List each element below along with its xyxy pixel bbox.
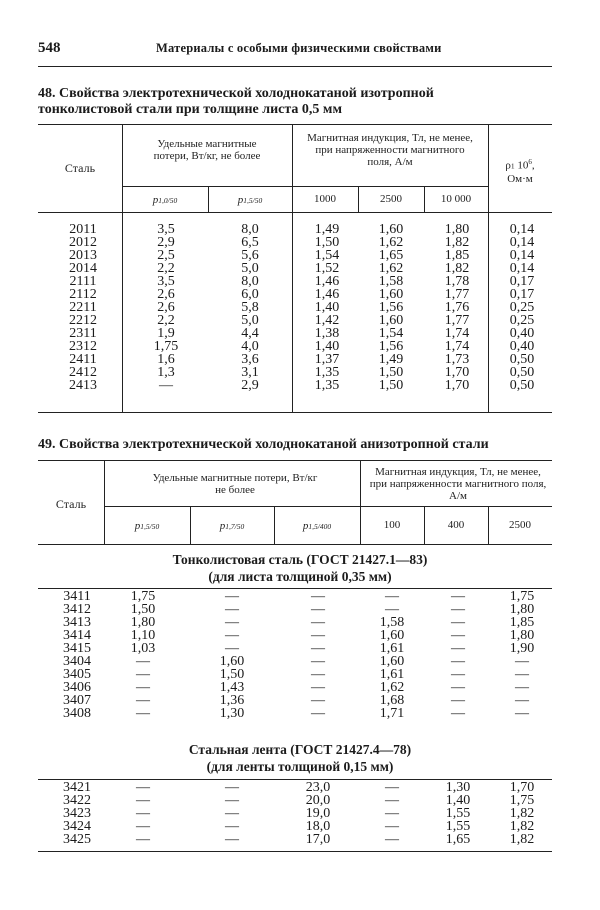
table-cell: 0,25 — [509, 313, 535, 328]
table-cell: 2,2 — [157, 313, 175, 328]
table-cell: 1,71 — [379, 706, 405, 721]
table49-s2-col-p15-50 — [112, 781, 174, 846]
table48-header-induction: Магнитная индукция, Тл, не менее, при напряженности магнитного поля, А/м — [307, 132, 473, 168]
table-cell: 0,14 — [509, 235, 535, 250]
table-cell: 1,42 — [314, 313, 340, 328]
table-cell: — — [311, 602, 325, 617]
table-cell: 2012 — [69, 235, 97, 250]
table-cell: 2412 — [69, 365, 97, 380]
table-cell: 8,0 — [241, 274, 259, 289]
table-cell: 1,60 — [379, 628, 405, 643]
table-cell: — — [385, 780, 399, 795]
table-cell: 3405 — [63, 667, 91, 682]
table-cell: 2,6 — [157, 300, 175, 315]
table-cell: 3411 — [63, 589, 91, 604]
table-cell: 4,0 — [241, 339, 259, 354]
table-cell: 1,49 — [314, 222, 340, 237]
table-cell: 3,5 — [157, 222, 175, 237]
table-cell: 2411 — [69, 352, 97, 367]
table-cell: — — [136, 706, 150, 721]
table48-header-field2: 2500 — [380, 193, 402, 205]
table-cell: 0,14 — [509, 261, 535, 276]
table-cell: 1,54 — [314, 248, 340, 263]
table-cell: 18,0 — [305, 819, 331, 834]
table-cell: 0,17 — [509, 287, 535, 302]
table-cell: 1,30 — [445, 780, 471, 795]
table-cell: 6,0 — [241, 287, 259, 302]
table-cell: 1,56 — [378, 339, 404, 354]
table48-divider — [122, 212, 123, 412]
table-cell: 1,60 — [378, 313, 404, 328]
table-cell: — — [451, 628, 465, 643]
table-cell: 3425 — [63, 832, 91, 847]
table-cell: 1,62 — [378, 261, 404, 276]
table48-caption-line2: тонколистовой стали при толщине листа 0,5 мм — [38, 102, 342, 117]
table-cell: — — [451, 693, 465, 708]
table48-header-steel: Сталь — [64, 161, 96, 175]
table48-col-rho — [494, 223, 550, 392]
resistivity-unit: Ом·м — [507, 172, 533, 185]
table-cell: 1,82 — [444, 235, 470, 250]
table-cell: 1,77 — [444, 287, 470, 302]
table49-divider — [360, 460, 361, 544]
table-cell: 1,62 — [379, 680, 405, 695]
table-cell: 1,70 — [444, 378, 470, 393]
table-cell: 2311 — [69, 326, 97, 341]
table-cell: 1,85 — [444, 248, 470, 263]
table-cell: 2111 — [69, 274, 97, 289]
loss-index: 1,0/50 — [158, 196, 178, 205]
table-cell: 1,85 — [509, 615, 535, 630]
table-cell: 2014 — [69, 261, 97, 276]
table-cell: — — [385, 806, 399, 821]
table-cell: 20,0 — [305, 793, 331, 808]
table-cell: 17,0 — [305, 832, 331, 847]
table-cell: — — [225, 641, 239, 656]
table-cell: 1,50 — [314, 235, 340, 250]
table-cell: — — [311, 693, 325, 708]
table49-header-bottom-rule — [38, 544, 552, 545]
table-cell: — — [515, 667, 529, 682]
table-cell: 5,0 — [241, 313, 259, 328]
table-cell: — — [385, 832, 399, 847]
table-cell: 3422 — [63, 793, 91, 808]
table-cell: — — [451, 706, 465, 721]
table-cell: — — [136, 819, 150, 834]
table-cell: 1,60 — [219, 654, 245, 669]
table-cell: 1,9 — [157, 326, 175, 341]
table49-section1-subtitle: (для листа толщиной 0,35 мм) — [208, 569, 392, 584]
table-cell: 1,38 — [314, 326, 340, 341]
table-cell: 2,6 — [157, 287, 175, 302]
loss-index: 1,5/400 — [308, 522, 332, 531]
table-cell: 0,14 — [509, 222, 535, 237]
table49-s2-col-steel — [54, 781, 100, 846]
table-cell: — — [515, 693, 529, 708]
table-cell: 3423 — [63, 806, 91, 821]
table-cell: 1,70 — [509, 780, 535, 795]
table49-section2-title: Стальная лента (ГОСТ 21427.4—78) — [188, 742, 412, 757]
table-cell: — — [311, 667, 325, 682]
table-cell: 1,46 — [314, 287, 340, 302]
table-cell: 1,80 — [130, 615, 156, 630]
table49-s1-col-b100 — [362, 590, 422, 720]
loss-index: 1,5/50 — [243, 196, 263, 205]
resistivity-symbol: ρ1 $10^6$, — [505, 158, 535, 172]
table49-section2-rule — [38, 779, 552, 780]
table-cell: 3,5 — [157, 274, 175, 289]
table-cell: — — [385, 793, 399, 808]
table49-s1-col-b400 — [430, 590, 486, 720]
table-cell: 1,60 — [379, 654, 405, 669]
table-cell: 1,58 — [378, 274, 404, 289]
table48-divider — [488, 212, 489, 412]
table-cell: 1,62 — [378, 235, 404, 250]
table-cell: 0,17 — [509, 274, 535, 289]
table-cell: 1,74 — [444, 339, 470, 354]
table-cell: — — [311, 615, 325, 630]
table-cell: 1,55 — [445, 806, 471, 821]
table-cell: — — [225, 793, 239, 808]
table49-section1-rule — [38, 588, 552, 589]
table48-col-b1000 — [298, 223, 356, 392]
table-cell: 1,60 — [378, 222, 404, 237]
table-cell: 3407 — [63, 693, 91, 708]
table49-section1-title: Тонколистовая сталь (ГОСТ 21427.1—83) — [172, 552, 428, 567]
table-cell: 1,54 — [378, 326, 404, 341]
table-cell: 8,0 — [241, 222, 259, 237]
table-cell: 0,50 — [509, 352, 535, 367]
table-cell: 1,36 — [219, 693, 245, 708]
table-cell: 3404 — [63, 654, 91, 669]
table-cell: — — [515, 680, 529, 695]
table-cell: — — [311, 706, 325, 721]
table-cell: — — [136, 667, 150, 682]
table-cell: 3412 — [63, 602, 91, 617]
table-cell: 23,0 — [305, 780, 331, 795]
table-cell: 2312 — [69, 339, 97, 354]
table-cell: — — [311, 680, 325, 695]
table-cell: — — [136, 780, 150, 795]
table-cell: 1,50 — [130, 602, 156, 617]
table-cell: 1,82 — [444, 261, 470, 276]
table-cell: 1,65 — [378, 248, 404, 263]
table-cell: 4,4 — [241, 326, 259, 341]
table49-header-induction: Магнитная индукция, Тл, не менее, при напряженности магнитного поля, А/м — [369, 466, 547, 502]
table-cell: — — [136, 793, 150, 808]
table48-col-b2500 — [362, 223, 420, 392]
table-cell: 3414 — [63, 628, 91, 643]
table-cell: — — [451, 602, 465, 617]
table49-s2-col-p17-50 — [200, 781, 264, 846]
table-cell: 2212 — [69, 313, 97, 328]
table-cell: — — [451, 589, 465, 604]
table-cell: 1,75 — [153, 339, 179, 354]
table49-header-loss-col1: p1,5/50 — [134, 520, 160, 532]
table-cell: 1,61 — [379, 641, 405, 656]
table48-header-field3: 10 000 — [440, 193, 472, 205]
table-cell: 2013 — [69, 248, 97, 263]
table-cell: 1,10 — [130, 628, 156, 643]
table-cell: — — [515, 706, 529, 721]
table-cell: 1,80 — [509, 602, 535, 617]
table49-header-loss-col3: p1,5/400 — [302, 520, 332, 532]
table-cell: 1,75 — [509, 589, 535, 604]
table-cell: — — [451, 654, 465, 669]
table-cell: — — [311, 628, 325, 643]
table-cell: 1,56 — [378, 300, 404, 315]
table-cell: 3,6 — [241, 352, 259, 367]
table-cell: 0,50 — [509, 365, 535, 380]
table49-s1-col-p17-50 — [200, 590, 264, 720]
table49-s2-col-b100 — [362, 781, 422, 846]
table49-header-loss-col2: p1,7/50 — [219, 520, 245, 532]
table49-header-field3: 2500 — [509, 519, 531, 531]
table-cell: 1,80 — [509, 628, 535, 643]
table-cell: 3406 — [63, 680, 91, 695]
table-cell: 1,43 — [219, 680, 245, 695]
table-cell: 2,9 — [157, 235, 175, 250]
table-cell: 2011 — [69, 222, 97, 237]
table48-header-losses: Удельные магнитные потери, Вт/кг, не более — [153, 138, 261, 162]
table48-col-p15 — [220, 223, 280, 392]
table49-section2-subtitle: (для ленты толщиной 0,15 мм) — [206, 759, 394, 774]
table-cell: 1,58 — [379, 615, 405, 630]
table-cell: 6,5 — [241, 235, 259, 250]
running-head-rule — [38, 66, 552, 67]
table-cell: 3415 — [63, 641, 91, 656]
table48-header-rule — [122, 186, 488, 187]
table-cell: — — [515, 654, 529, 669]
table-cell: — — [311, 654, 325, 669]
table-cell: 1,76 — [444, 300, 470, 315]
table49-top-rule — [38, 460, 552, 461]
table-cell: 2,9 — [241, 378, 259, 393]
table48-bottom-rule — [38, 412, 552, 413]
table-cell: — — [136, 680, 150, 695]
table49-s1-col-steel — [54, 590, 100, 720]
table-cell: 3421 — [63, 780, 91, 795]
table-cell: 1,77 — [444, 313, 470, 328]
table48-caption-line1: 48. Свойства электротехнической холоднокатаной изотропной — [38, 86, 434, 101]
table49-s2-col-b2500 — [494, 781, 550, 846]
table-cell: — — [385, 819, 399, 834]
table-cell: 1,35 — [314, 378, 340, 393]
table49-s1-col-b2500 — [494, 590, 550, 720]
table48-header-field1: 1000 — [314, 193, 336, 205]
table-cell: — — [385, 602, 399, 617]
table-cell: 1,52 — [314, 261, 340, 276]
table-cell: — — [451, 667, 465, 682]
table-cell: 1,80 — [444, 222, 470, 237]
table-cell: 1,40 — [314, 300, 340, 315]
table-cell: 1,40 — [314, 339, 340, 354]
table-cell: — — [225, 628, 239, 643]
table-cell: 1,70 — [444, 365, 470, 380]
table48-col-b10000 — [428, 223, 486, 392]
table49-bottom-rule — [38, 851, 552, 852]
table-cell: 2,5 — [157, 248, 175, 263]
table48-col-p10 — [136, 223, 196, 392]
table-cell: 0,14 — [509, 248, 535, 263]
table-cell: 1,50 — [219, 667, 245, 682]
table-cell: — — [225, 806, 239, 821]
table-cell: 1,37 — [314, 352, 340, 367]
table-cell: 0,40 — [509, 339, 535, 354]
table-cell: 1,60 — [378, 287, 404, 302]
table48-header-loss-col1: p1,0/50 — [152, 194, 178, 206]
table49-s1-col-p15-400 — [286, 590, 350, 720]
table-cell: 0,25 — [509, 300, 535, 315]
table-cell: 1,50 — [378, 378, 404, 393]
table-cell: 3424 — [63, 819, 91, 834]
table-cell: 1,35 — [314, 365, 340, 380]
table-cell: 2413 — [69, 378, 97, 393]
table48-divider — [292, 212, 293, 412]
table48-header-bottom-rule — [38, 212, 552, 213]
table49-s2-col-b400 — [430, 781, 486, 846]
table-cell: — — [225, 819, 239, 834]
table-cell: — — [451, 641, 465, 656]
table-cell: — — [136, 806, 150, 821]
table-cell: — — [311, 641, 325, 656]
table-cell: 1,90 — [509, 641, 535, 656]
running-title: Материалы с особыми физическими свойствами — [156, 41, 442, 55]
table-cell: — — [225, 602, 239, 617]
page-number: 548 — [38, 40, 61, 56]
table-cell: 0,50 — [509, 378, 535, 393]
table-cell: 1,3 — [157, 365, 175, 380]
table-cell: 3408 — [63, 706, 91, 721]
table-cell: — — [136, 693, 150, 708]
table-cell: 1,75 — [509, 793, 535, 808]
table-cell: — — [311, 589, 325, 604]
table-cell: 1,65 — [445, 832, 471, 847]
table-cell: 5,0 — [241, 261, 259, 276]
table-cell: — — [225, 780, 239, 795]
table-cell: 1,55 — [445, 819, 471, 834]
table49-header-field2: 400 — [447, 519, 465, 531]
table-cell: — — [451, 680, 465, 695]
table-cell: 19,0 — [305, 806, 331, 821]
table-cell: 1,78 — [444, 274, 470, 289]
table-cell: 2211 — [69, 300, 97, 315]
table-cell: 2112 — [69, 287, 97, 302]
table-cell: — — [136, 654, 150, 669]
table-cell: 3,1 — [241, 365, 259, 380]
table49-s1-col-p15-50 — [112, 590, 174, 720]
table49-header-steel: Сталь — [55, 497, 87, 511]
table49-header-losses: Удельные магнитные потери, Вт/кг не более — [152, 472, 318, 496]
table-cell: 1,82 — [509, 832, 535, 847]
table-cell: — — [225, 589, 239, 604]
table-cell: 1,73 — [444, 352, 470, 367]
table49-header-rule — [104, 506, 552, 507]
table48-top-rule — [38, 124, 552, 125]
table-cell: 1,50 — [378, 365, 404, 380]
table-cell: — — [451, 615, 465, 630]
table48-col-steel — [60, 223, 106, 392]
table-cell: 1,68 — [379, 693, 405, 708]
table-cell: 1,40 — [445, 793, 471, 808]
table48-header-resistivity — [488, 156, 552, 185]
table-cell: 5,8 — [241, 300, 259, 315]
table-cell: 1,61 — [379, 667, 405, 682]
loss-index: 1,5/50 — [140, 522, 160, 531]
table-cell: 1,30 — [219, 706, 245, 721]
table-cell: 1,49 — [378, 352, 404, 367]
table-cell: — — [136, 832, 150, 847]
running-head — [38, 40, 552, 60]
table-cell: 5,6 — [241, 248, 259, 263]
table-cell: 1,75 — [130, 589, 156, 604]
table-cell: — — [159, 378, 173, 393]
table49-caption: 49. Свойства электротехнической холоднокатаной анизотропной стали — [38, 437, 489, 452]
table-cell: 1,82 — [509, 806, 535, 821]
table-cell: 2,2 — [157, 261, 175, 276]
table-cell: 1,46 — [314, 274, 340, 289]
table-cell: 1,74 — [444, 326, 470, 341]
table-cell: — — [225, 832, 239, 847]
table-cell: — — [385, 589, 399, 604]
table-cell: 1,82 — [509, 819, 535, 834]
table49-s2-col-p15-400 — [286, 781, 350, 846]
table-cell: 0,40 — [509, 326, 535, 341]
table48-header-loss-col2: p1,5/50 — [237, 194, 263, 206]
loss-index: 1,7/50 — [225, 522, 245, 531]
table-cell: — — [225, 615, 239, 630]
table-cell: 3413 — [63, 615, 91, 630]
table49-header-field1: 100 — [383, 519, 401, 531]
table-cell: 1,6 — [157, 352, 175, 367]
table-cell: 1,03 — [130, 641, 156, 656]
